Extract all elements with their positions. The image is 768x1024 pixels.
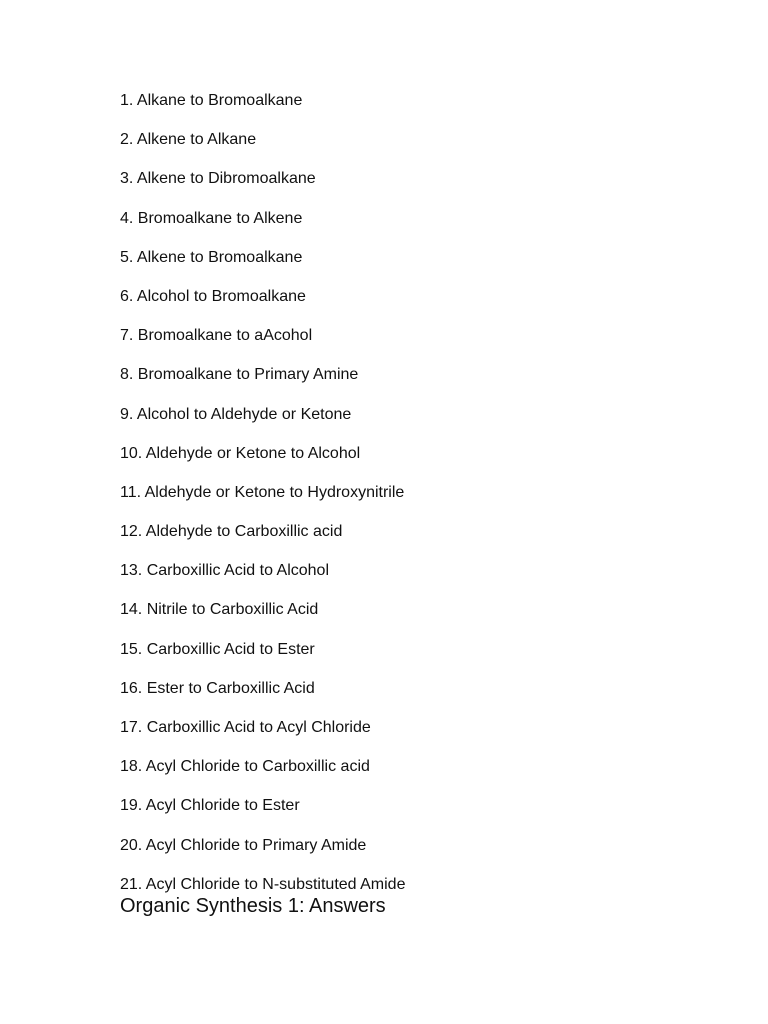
list-item: 18. Acyl Chloride to Carboxillic acid bbox=[120, 758, 370, 776]
reaction-list bbox=[120, 90, 405, 913]
list-item: 2. Alkene to Alkane bbox=[120, 131, 257, 149]
list-item: 20. Acyl Chloride to Primary Amide bbox=[120, 836, 367, 854]
list-item: 7. Bromoalkane to aAcohol bbox=[120, 327, 313, 345]
list-item: 6. Alcohol to Bromoalkane bbox=[120, 287, 306, 305]
list-item: 21. Acyl Chloride to N-substituted Amide bbox=[120, 875, 406, 893]
list-item: 14. Nitrile to Carboxillic Acid bbox=[120, 601, 319, 619]
list-item: 3. Alkene to Dibromoalkane bbox=[120, 170, 316, 188]
list-item: 17. Carboxillic Acid to Acyl Chloride bbox=[120, 719, 371, 736]
list-item: 9. Alcohol to Aldehyde or Ketone bbox=[120, 405, 352, 423]
list-item: 16. Ester to Carboxillic Acid bbox=[120, 679, 315, 697]
list-item: 12. Aldehyde to Carboxillic acid bbox=[120, 523, 343, 541]
list-item: 11. Aldehyde or Ketone to Hydroxynitrile bbox=[120, 483, 405, 501]
list-item: 8. Bromoalkane to Primary Amine bbox=[120, 366, 359, 384]
list-item: 5. Alkene to Bromoalkane bbox=[120, 248, 303, 266]
list-item: 15. Carboxillic Acid to Ester bbox=[120, 640, 315, 658]
list-item: 4. Bromoalkane to Alkene bbox=[120, 209, 303, 227]
list-item: 10. Aldehyde or Ketone to Alcohol bbox=[120, 444, 361, 462]
list-item: 1. Alkane to Bromoalkane bbox=[120, 92, 303, 109]
list-item: 13. Carboxillic Acid to Alcohol bbox=[120, 562, 329, 580]
document-heading: Organic Synthesis 1: Answers bbox=[120, 895, 386, 917]
list-item: 19. Acyl Chloride to Ester bbox=[120, 797, 300, 815]
